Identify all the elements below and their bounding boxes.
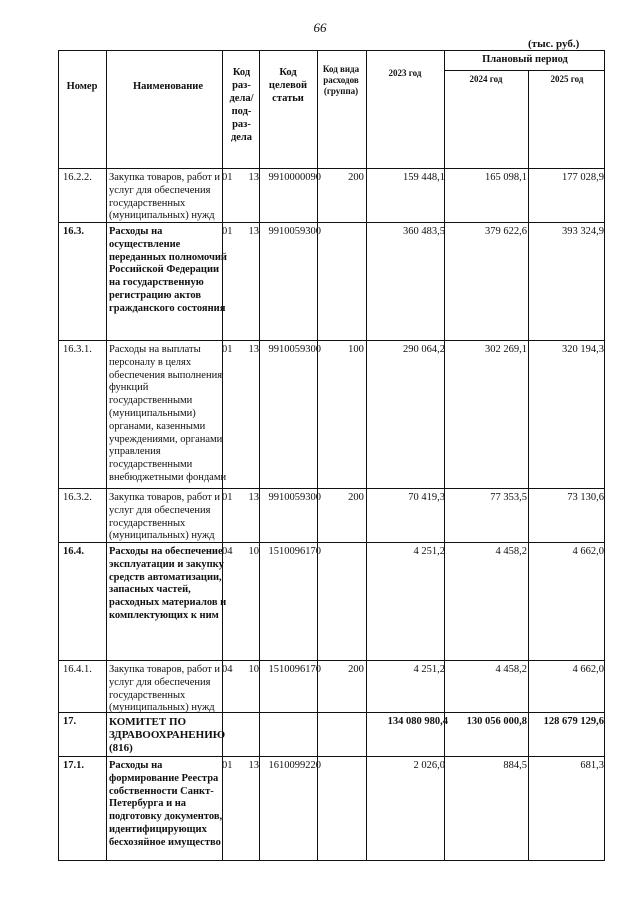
amount-2025: 681,3 (580, 760, 604, 771)
section-code: 01 (222, 172, 233, 183)
expense-type-code: 100 (348, 344, 364, 355)
row-name: Расходы на обеспечение эксплуатации и закупку средств автоматизации, запасных частей, расходных материалов и комплектующих к ним (109, 546, 227, 621)
header-section-code: Код раз-дела/ под-раз-дела (229, 67, 254, 143)
row-separator (58, 340, 605, 341)
units-label: (тыс. руб.) (528, 38, 580, 50)
target-code: 9910059300 (268, 344, 321, 355)
amount-2023: 290 064,2 (403, 344, 445, 355)
plan-period-line (444, 70, 605, 71)
amount-2024: 379 622,6 (485, 226, 527, 237)
row-separator (58, 660, 605, 661)
header-expense-type: Код вида расходов (группа) (322, 64, 360, 96)
expense-type-code: 200 (348, 172, 364, 183)
section-code: 04 (222, 664, 233, 675)
target-code: 1510096170 (268, 546, 321, 557)
amount-2024: 884,5 (503, 760, 527, 771)
header-number: Номер (66, 81, 98, 92)
section-code: 01 (222, 760, 233, 771)
header-bottom-line (58, 168, 605, 169)
amount-2024: 130 056 000,8 (466, 716, 527, 727)
subsection-code: 13 (248, 492, 259, 503)
table-border-left (58, 50, 59, 860)
amount-2024: 302 269,1 (485, 344, 527, 355)
expense-type-code: 200 (348, 492, 364, 503)
target-code: 1610099220 (268, 760, 321, 771)
header-2024: 2024 год (469, 74, 503, 84)
amount-2025: 4 662,0 (572, 546, 604, 557)
row-name: Закупка товаров, работ и услуг для обеспечения государственных (муниципальных) нужд (109, 664, 221, 714)
page-number: 66 (313, 20, 327, 35)
amount-2023: 4 251,2 (413, 664, 445, 675)
row-number: 16.2.2. (63, 172, 92, 183)
row-number: 17. (63, 716, 77, 727)
row-name: Расходы на выплаты персоналу в целях обеспечения выполнения функций государственными (муниципальными) органами, казенными учреждениями, органами управления государственными внебюджетными фондами (109, 344, 227, 483)
amount-2023: 159 448,1 (403, 172, 445, 183)
amount-2024: 4 458,2 (495, 546, 527, 557)
amount-2025: 177 028,9 (562, 172, 604, 183)
row-number: 16.3. (63, 226, 84, 237)
section-code: 01 (222, 226, 233, 237)
expense-type-code: 200 (348, 664, 364, 675)
section-code: 04 (222, 546, 233, 557)
amount-2025: 73 130,6 (567, 492, 604, 503)
table-border-right (604, 50, 605, 860)
subsection-code: 13 (248, 172, 259, 183)
row-name: Расходы на формирование Реестра собственности Санкт-Петербурга и на подготовку документов, идентифицирующих бесхозяйное имущество (109, 760, 223, 848)
table-top-line (58, 50, 605, 51)
amount-2025: 128 679 129,6 (543, 716, 604, 727)
target-code: 9910059300 (268, 226, 321, 237)
subsection-code: 13 (248, 760, 259, 771)
section-code: 01 (222, 492, 233, 503)
row-name: Закупка товаров, работ и услуг для обеспечения государственных (муниципальных) нужд (109, 492, 221, 542)
amount-2025: 393 324,9 (562, 226, 604, 237)
table-bottom-line (58, 860, 605, 861)
row-number: 16.3.1. (63, 344, 92, 355)
header-2023: 2023 год (388, 68, 422, 78)
header-target-code: Код целевой статьи (268, 67, 308, 104)
amount-2023: 134 080 980,4 (387, 716, 448, 727)
target-code: 9910000090 (268, 172, 321, 183)
amount-2025: 4 662,0 (572, 664, 604, 675)
amount-2024: 77 353,5 (490, 492, 527, 503)
amount-2025: 320 194,3 (562, 344, 604, 355)
column-divider (528, 70, 529, 860)
row-number: 17.1. (63, 760, 84, 771)
amount-2024: 165 098,1 (485, 172, 527, 183)
subsection-code: 10 (248, 546, 259, 557)
row-name: КОМИТЕТ ПО ЗДРАВООХРАНЕНИЮ (816) (109, 716, 226, 754)
amount-2023: 2 026,0 (413, 760, 445, 771)
subsection-code: 13 (248, 344, 259, 355)
subsection-code: 10 (248, 664, 259, 675)
row-number: 16.3.2. (63, 492, 92, 503)
row-separator (58, 488, 605, 489)
amount-2024: 4 458,2 (495, 664, 527, 675)
target-code: 9910059300 (268, 492, 321, 503)
amount-2023: 360 483,5 (403, 226, 445, 237)
amount-2023: 70 419,3 (408, 492, 445, 503)
column-divider (106, 50, 107, 860)
row-name: Расходы на осуществление переданных полномочий Российской Федерации на государственную регистрацию актов гражданского состояния (109, 226, 227, 314)
section-code: 01 (222, 344, 233, 355)
row-number: 16.4.1. (63, 664, 92, 675)
target-code: 1510096170 (268, 664, 321, 675)
amount-2023: 4 251,2 (413, 546, 445, 557)
row-separator (58, 756, 605, 757)
header-name: Наименование (133, 81, 203, 92)
row-name: Закупка товаров, работ и услуг для обеспечения государственных (муниципальных) нужд (109, 172, 221, 222)
header-2025: 2025 год (550, 74, 584, 84)
row-number: 16.4. (63, 546, 84, 557)
subsection-code: 13 (248, 226, 259, 237)
header-plan-period: Плановый период (482, 54, 568, 65)
